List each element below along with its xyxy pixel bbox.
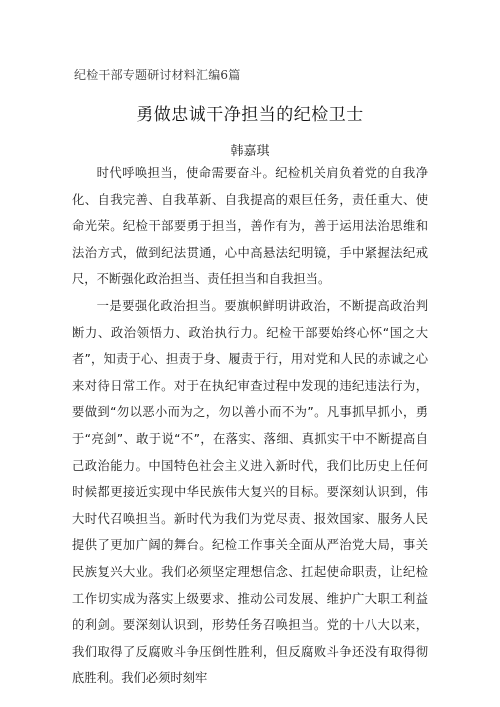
document-body: [72, 160, 428, 692]
document-title: 勇做忠诚干净担当的纪检卫士: [136, 105, 364, 125]
paragraph-political-responsibility: 一是要强化政治担当。要旗帜鲜明讲政治，不断提高政治判断力、政治领悟力、政治执行力。纪检干部要始终心怀“国之大者”，知责于心、担责于身、履责于行，用对党和人民的赤诚之心来对待日常工作。对于在执纪审查过程中发现的违纪违法行为，要做到“勿以恶小而为之，勿以善小而不为”。凡事抓早抓小，勇于“亮剑”、敢于说“不”，在落实、落细、真抓实干中不断提高自己政治能力。中国特色社会主义进入新时代，我们比历史上任何时候都更接近实现中华民族伟大复兴的目标。要深刻认识到，伟大时代召唤担当。新时代为我们为党尽责、报效国家、服务人民提供了更加广阔的舞台。纪检工作事关全面从严治党大局，事关民族复兴大业。我们必须坚定理想信念、扛起使命职责，让纪检工作切实成为落实上级要求、推动公司发展、维护广大职工利益的利剑。要深刻认识到，形势任务召唤担当。党的十八大以来，我们取得了反腐败斗争压倒性胜利，但反腐败斗争还没有取得彻底胜利。我们必须时刻牢: [72, 298, 428, 686]
document-author: 韩嘉琪: [230, 144, 270, 159]
paragraph-intro: 时代呼唤担当，使命需要奋斗。纪检机关肩负着党的自我净化、自我完善、自我革新、自我提高的艰巨任务，责任重大、使命光荣。纪检干部要勇于担当，善作有为，善于运用法治思维和法治方式，做到纪法贯通，心中高悬法纪明镜，手中紧握法纪戒尺，不断强化政治担当、责任担当和自我担当。: [72, 166, 428, 287]
document-header: 纪检干部专题研讨材料汇编6篇: [74, 68, 241, 82]
